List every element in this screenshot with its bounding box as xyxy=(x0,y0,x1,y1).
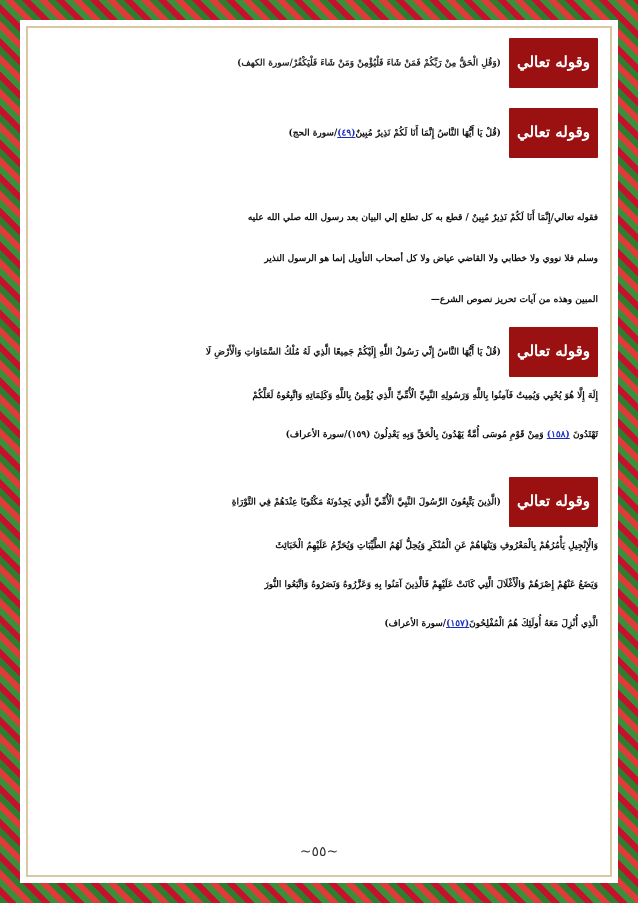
verse-text: (وَقُلِ الْحَقُّ مِنْ رَبِّكُمْ فَمَنْ شَاءَ فَلْيُؤْمِنْ وَمَنْ شَاءَ فَلْيَكْفُرْ/سورة الكهف) xyxy=(237,58,501,69)
commentary-line: وسلم فلا نووي ولا خطابي ولا القاضي عياض ولا كل أصحاب التأويل إنما هو الرسول النذير xyxy=(264,254,598,264)
verse-text: (قُلْ يَا أَيُّهَا النَّاسُ إِنِّي رَسُولُ اللَّهِ إِلَيْكُمْ جَمِيعًا الَّذِي لَهُ مُلْكُ السَّمَاوَاتِ وَالْأَرْضِ لَا xyxy=(205,347,501,358)
verse-block-araf-158 xyxy=(40,327,598,455)
verse-line xyxy=(40,327,598,377)
verse-line xyxy=(40,108,598,158)
verse-line xyxy=(40,605,598,644)
verse-line: إِلَهَ إِلَّا هُوَ يُحْيِي وَيُمِيتُ فَآمِنُوا بِاللَّهِ وَرَسُولِهِ النَّبِيِّ الْأُمِّيِّ الَّذِي يُؤْمِنُ بِاللَّهِ وَكَلِمَاتِهِ وَاتَّبِعُوهُ لَعَلَّكُمْ xyxy=(252,391,598,401)
commentary-line: فقوله تعالي/إِنَّمَا أَنَا لَكُمْ نَذِيرٌ مُبِينٌ / قطع به كل تطلع إلي البيان بعد رسول الله صلي الله عليه xyxy=(247,213,598,223)
verse-block-araf-157 xyxy=(40,477,598,644)
verse-text: (قُلْ يَا أَيُّهَا النَّاسُ إِنَّمَا أَنَا لَكُمْ نَذِيرٌ مُبِينٌ xyxy=(355,128,501,139)
surah-reference: /سورة الأعراف) xyxy=(285,430,348,440)
verse-line: وَالْإِنْجِيلِ يَأْمُرُهُمْ بِالْمَعْرُوفِ وَيَنْهَاهُمْ عَنِ الْمُنْكَرِ وَيُحِلُّ لَهُمُ الطَّيِّبَاتِ وَيُحَرِّمُ عَلَيْهِمُ الْخَبَائِثَ xyxy=(275,541,598,551)
verse-line xyxy=(40,477,598,527)
verse-number-link[interactable]: (١٥٩) xyxy=(347,430,371,440)
verse-block-kahf xyxy=(40,38,598,88)
commentary-line: المبين وهذه من آيات تحريز نصوص الشرع— xyxy=(430,295,598,305)
verse-line: وَيَضَعُ عَنْهُمْ إِصْرَهُمْ وَالْأَغْلَالَ الَّتِي كَانَتْ عَلَيْهِمْ فَالَّذِينَ آمَنُوا بِهِ وَعَزَّرُوهُ وَنَصَرُوهُ وَاتَّبَعُوا النُّورَ xyxy=(264,580,598,590)
verse-tag: وقوله تعالي xyxy=(509,38,598,88)
page-content xyxy=(40,38,598,866)
verse-number-link[interactable]: (٤٩) xyxy=(337,128,356,139)
verse-tag: وقوله تعالي xyxy=(509,108,598,158)
verse-text: وَمِنْ قَوْمِ مُوسَى أُمَّةٌ يَهْدُونَ بِالْحَقِّ وَبِهِ يَعْدِلُونَ xyxy=(373,430,544,440)
verse-line xyxy=(40,416,598,455)
verse-number-link[interactable]: (١٥٨) xyxy=(546,430,570,440)
verse-number-link[interactable]: (١٥٧) xyxy=(446,619,470,629)
verse-tag: وقوله تعالي xyxy=(509,327,598,377)
commentary xyxy=(40,198,598,321)
verse-block-hajj xyxy=(40,108,598,158)
verse-line xyxy=(40,38,598,88)
surah-reference: /سورة الحج) xyxy=(288,128,338,139)
surah-reference: /سورة الأعراف) xyxy=(384,619,447,629)
verse-tag: وقوله تعالي xyxy=(509,477,598,527)
verse-text: (الَّذِينَ يَتَّبِعُونَ الرَّسُولَ النَّبِيَّ الْأُمِّيَّ الَّذِي يَجِدُونَهُ مَكْتُوبًا عِنْدَهُمْ فِي التَّوْرَاةِ xyxy=(231,497,501,508)
page-number: ~٥٥~ xyxy=(299,844,339,860)
verse-text: الَّذِي أُنْزِلَ مَعَهُ أُولَئِكَ هُمُ الْمُفْلِحُونَ xyxy=(469,619,598,629)
verse-text: تَهْتَدُونَ xyxy=(572,430,598,440)
